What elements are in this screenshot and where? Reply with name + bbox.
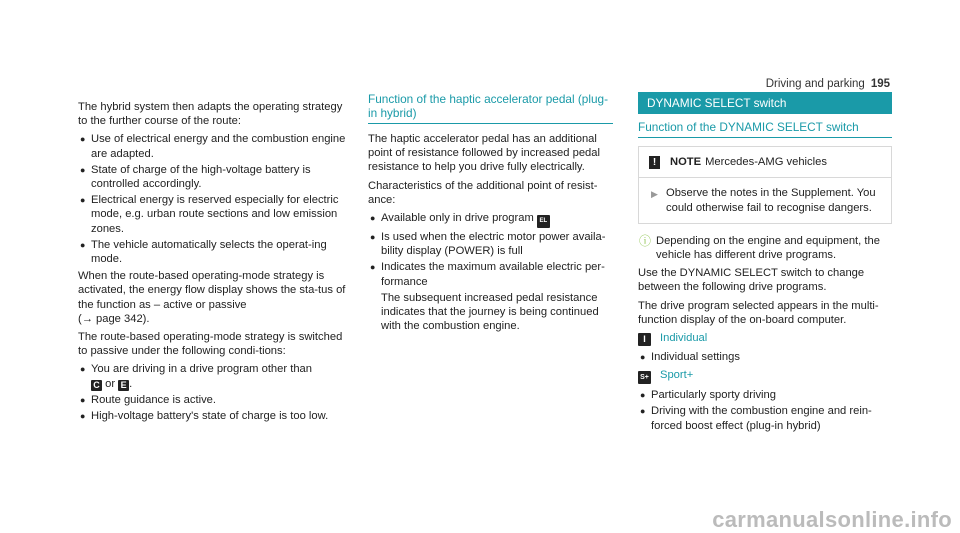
- section-title: Function of the DYNAMIC SELECT switch: [638, 120, 892, 138]
- bullet-list: [638, 388, 892, 433]
- note-header: ! NOTE Mercedes-AMG vehicles: [639, 147, 891, 178]
- paragraph: Characteristics of the additional point of resist-ance:: [368, 179, 598, 206]
- paragraph: The haptic accelerator pedal has an additional point of resistance followed by increased pedal resistance to help you drive fully electrically.: [368, 133, 600, 174]
- eco-program-icon: E: [118, 380, 129, 391]
- bullet-list: [78, 132, 350, 266]
- info-note: ⓘ Depending on the engine and equipment, the vehicle has different drive programs.: [639, 233, 880, 262]
- exclamation-icon: !: [649, 156, 660, 169]
- list-item: ● Is used when the electric motor power availa-bility display (POWER) is full: [370, 231, 606, 258]
- page-header: [766, 77, 890, 91]
- bullet-icon: ●: [80, 364, 86, 375]
- list-item: ● Use of electrical energy and the combustion engine are adapted.: [80, 133, 346, 160]
- bullet-icon: ●: [640, 390, 646, 401]
- chapter-band: DYNAMIC SELECT switch: [638, 92, 892, 114]
- bullet-icon: ●: [80, 164, 86, 175]
- list-item: ● Particularly sporty driving: [640, 389, 776, 402]
- bullet-icon: ●: [80, 134, 86, 145]
- watermark-logo: carmanualsonline.info: [712, 506, 952, 532]
- page-number: 195: [870, 78, 890, 90]
- note-box: [638, 146, 892, 224]
- bullet-icon: ●: [80, 394, 86, 405]
- bullet-icon: ●: [370, 213, 376, 224]
- bullet-icon: ●: [80, 239, 86, 250]
- column-3: [638, 92, 892, 436]
- electric-program-icon: EL: [537, 215, 550, 228]
- info-icon: ⓘ: [639, 233, 652, 248]
- list-item: ● Driving with the combustion engine and rein-forced boost effect (plug-in hybrid): [640, 405, 872, 432]
- column-2: [368, 92, 613, 336]
- list-item: ● Indicates the maximum available electric per-formance The subsequent increased pedal resistance indicates that the journey is being continued with the combustion engine.: [368, 260, 613, 333]
- play-triangle-icon: ▶: [651, 189, 658, 200]
- bullet-list: [368, 211, 613, 333]
- page-reference-link[interactable]: (→ page 342).: [78, 312, 150, 325]
- list-item: ● State of charge of the high-voltage battery is controlled accordingly.: [80, 163, 311, 191]
- list-item: ● You are driving in a drive program other than C or E .: [80, 363, 312, 390]
- paragraph: When the route-based operating-mode strategy is activated, the energy flow display shows the sta-tus of the function as – active or passive (→ page 342).: [78, 270, 346, 325]
- bullet-list: [78, 362, 350, 423]
- bullet-icon: ●: [640, 352, 646, 363]
- sport-plus-program-icon: S+: [638, 371, 651, 384]
- bullet-list: [638, 350, 892, 364]
- list-item: ● High-voltage battery's state of charge is too low.: [80, 410, 329, 423]
- column-1: [78, 100, 350, 426]
- list-item: ● Available only in drive program EL: [368, 211, 613, 228]
- drive-program-sport-plus: S+ Sport+: [638, 368, 892, 384]
- section-title: Function of the haptic accelerator pedal (plug-in hybrid): [368, 92, 613, 124]
- list-item: ● Electrical energy is reserved especially for electric mode, e.g. urban route sections and low emission zones.: [80, 194, 339, 235]
- list-item: ● The vehicle automatically selects the operat-ing mode.: [80, 238, 327, 266]
- individual-program-icon: I: [638, 333, 651, 346]
- paragraph: The route-based operating-mode strategy is switched to passive under the following condi-tions:: [78, 331, 343, 358]
- drive-program-individual: I Individual: [638, 331, 892, 346]
- comfort-program-icon: C: [91, 380, 102, 391]
- bullet-icon: ●: [80, 411, 86, 422]
- list-item: ● Route guidance is active.: [80, 393, 217, 406]
- bullet-icon: ●: [370, 262, 376, 273]
- paragraph: The hybrid system then adapts the operating strategy to the further course of the route:: [78, 101, 343, 128]
- paragraph: Use the DYNAMIC SELECT switch to change between the following drive programs.: [638, 267, 865, 294]
- bullet-icon: ●: [640, 406, 646, 417]
- list-item-subtext: The subsequent increased pedal resistance indicates that the journey is being continued with the combustion engine.: [381, 291, 599, 333]
- list-item: ● Individual settings: [640, 351, 740, 364]
- note-body: ▶ Observe the notes in the Supplement. You could otherwise fail to recognise dangers.: [651, 187, 876, 214]
- section-name: Driving and parking: [765, 78, 865, 90]
- bullet-icon: ●: [370, 232, 376, 243]
- bullet-icon: ●: [80, 195, 86, 206]
- paragraph: The drive program selected appears in the multi-function display of the on-board computer.: [638, 299, 879, 326]
